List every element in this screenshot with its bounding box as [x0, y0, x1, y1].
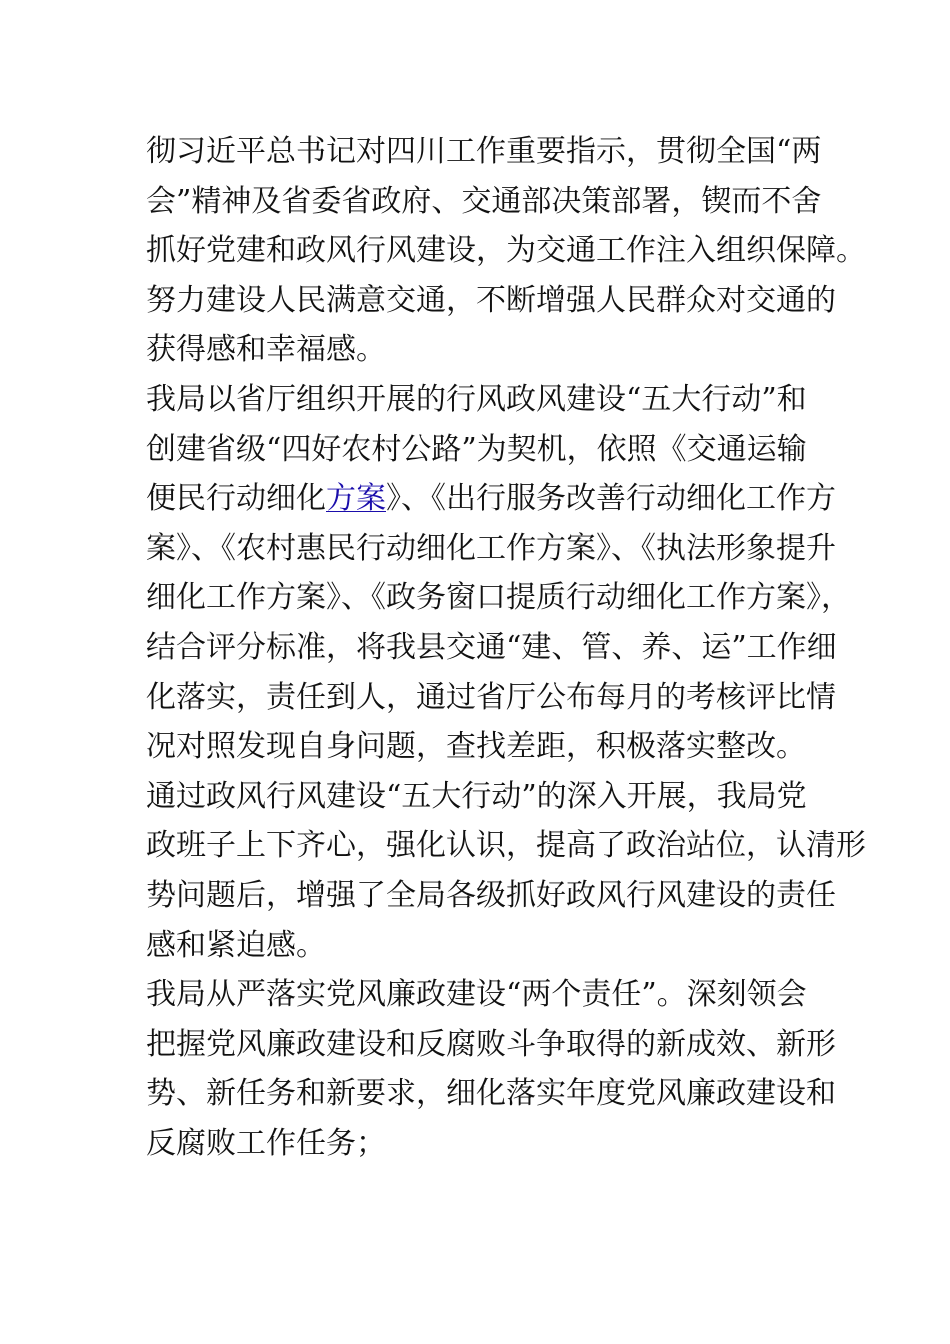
text-line: 会”精神及省委省政府、交通部决策部署，锲而不舍: [146, 183, 822, 219]
text-line: 势问题后，增强了全局各级抓好政风行风建设的责任: [146, 877, 836, 913]
paragraph-2: [146, 375, 851, 772]
text-line: 获得感和幸福感。: [146, 332, 386, 368]
text-line: 化落实，责任到人，通过省厅公布每月的考核评比情: [146, 679, 836, 715]
text-line: 政班子上下齐心，强化认识，提高了政治站位，认清形: [146, 828, 866, 864]
text-line: 细化工作方案》、《政务窗口提质行动细化工作方案》，: [146, 580, 851, 616]
fangan-link[interactable]: 方案: [326, 481, 386, 517]
text-line: 感和紧迫感。: [146, 927, 326, 963]
text-line: 势、新任务和新要求，细化落实年度党风廉政建设和: [146, 1076, 836, 1112]
text-line: 创建省级“四好农村公路”为契机，依照《交通运输: [146, 431, 807, 467]
text-line: 把握党风廉政建设和反腐败斗争取得的新成效、新形: [146, 1026, 836, 1062]
text-line: 反腐败工作任务；: [146, 1125, 386, 1161]
text-line: 抓好党建和政风行风建设，为交通工作注入组织保障。: [146, 233, 866, 269]
text-line: 彻习近平总书记对四川工作重要指示，贯彻全国“两: [146, 134, 822, 169]
text-line: 结合评分标准，将我县交通“建、管、养、运”工作细: [146, 629, 837, 665]
text-line: 况对照发现自身问题，查找差距，积极落实整改。: [146, 729, 806, 765]
text-line: 我局从严落实党风廉政建设“两个责任”。深刻领会: [146, 977, 807, 1013]
document-body: [146, 127, 866, 1168]
text-line-with-link: [146, 474, 836, 524]
text-line: 案》、《农村惠民行动细化工作方案》、《执法形象提升: [146, 530, 836, 566]
paragraph-1: [146, 127, 866, 375]
paragraph-3: [146, 772, 866, 970]
text-fragment: 便民行动细化: [146, 481, 326, 517]
text-line: 我局以省厅组织开展的行风政风建设“五大行动”和: [146, 381, 807, 417]
paragraph-4: [146, 970, 836, 1168]
text-fragment: 》、《出行服务改善行动细化工作方: [386, 481, 836, 517]
text-line: 努力建设人民满意交通，不断增强人民群众对交通的: [146, 282, 836, 318]
text-line: 通过政风行风建设“五大行动”的深入开展，我局党: [146, 778, 807, 814]
